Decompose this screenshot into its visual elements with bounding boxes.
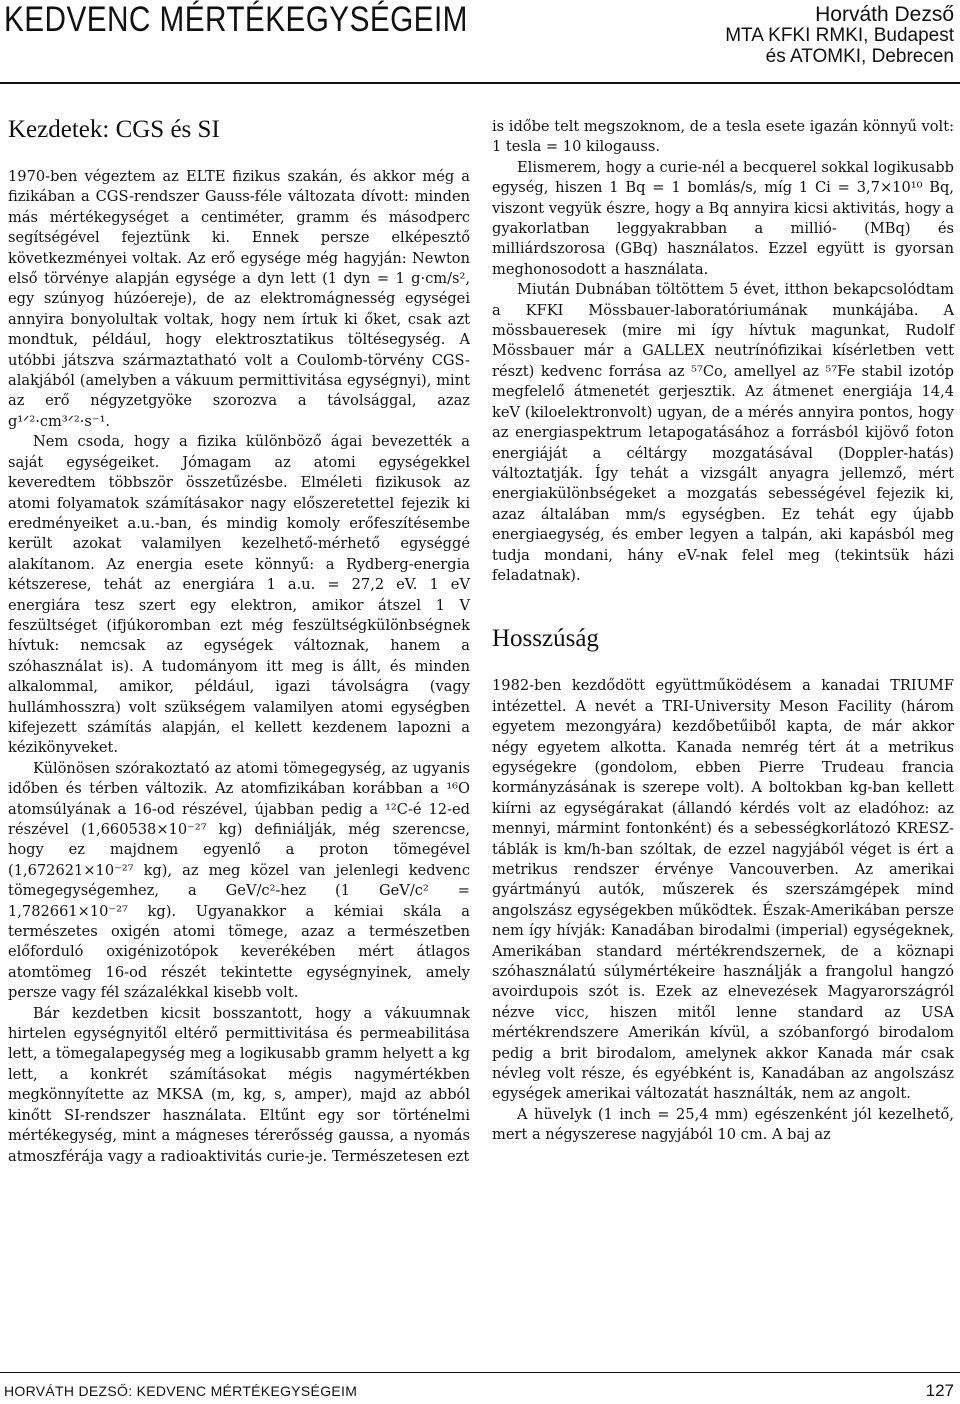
author-affiliation-2: és ATOMKI, Debrecen — [765, 46, 954, 67]
paragraph: Bár kezdetben kicsit bosszantott, hogy a vákuumnak hirtelen egységnyitől eltérő permittivitása és permeabilitása lett, a tömegalapegység meg a logikusabb gramm helyett a kg lett, a konkrét számításokat mégis nagymértékben megkönnyítette az MKSA (m, kg, s, amper), majd az abból kinőtt SI-rendszer használata. Eltűnt egy sor történelmi mértékegység, mint a mágneses térerősség gaussa, a nyomás atmoszférája vagy a radioaktivitás curie-je. Természetesen ezt — [8, 1004, 470, 1165]
left-column — [8, 110, 470, 1167]
paragraph: Különösen szórakoztató az atomi tömegegység, az ugyanis időben és térben változik. Az atomfizikában korábban a ¹⁶O atomsúlyának a 16-od részével, újabban pedig a ¹²C-é 12-ed részével (1,660538×10⁻²⁷ kg) definiálják, még szerencse, hogy ez majdnem egyenlő a proton tömegével (1,672621×10⁻²⁷ kg), az meg közel van jelenlegi kedvenc tömegegységemhez, a GeV/c²-hez (1 GeV/c² = 1,782661×10⁻²⁷ kg). Ugyanakkor a kémiai skála a természetes oxigén atomi tömege, azaz a természetben előforduló oxigénizotópok keverékében mért átlagos atomtömeg 16-od részét tekintette egységnyinek, amely persze vagy fél százalékkal kisebb volt. — [8, 759, 470, 1002]
footer-rule — [0, 1372, 960, 1373]
paragraph: Elismerem, hogy a curie-nél a becquerel sokkal logikusabb egység, hiszen 1 Bq = 1 bomlás/s, míg 1 Ci = 3,7×10¹⁰ Bq, viszont vegyük észre, hogy a Bq annyira kicsi aktivitás, hogy a gyakorlatban leggyakrabban a millió- (MBq) és milliárdszorosa (GBq) használatos. Ezzel együtt is gyorsan meghonosodott a használata. — [492, 158, 954, 278]
paragraph: 1982-ben kezdődött együttműködésem a kanadai TRIUMF intézettel. A nevét a TRI-University Meson Facility (három egyetem mezongyára) kezdőbetűiből kapta, de már akkor négy egyetem alkotta. Kanada nemrég tért át a metrikus egységekre (gondolom, ebben Pierre Trudeau francia kormányzásának is szerepe volt). A boltokban kg-ban kellett kiírni az egységárakat (állandó kérdés volt az eladóhoz: az mennyi, mármint fontonként) és a sebességkorlátozó KRESZ-táblák is km/h-ban szóltak, de ezzel nagyjából véget is ért a metrikus rendszer érvénye Vancouverben. Az amerikai gyártmányú autók, műszerek és szerszámgépek mind angolszász egységekben működtek. Észak-Amerikában persze nem így hívják: Kanadában birodalmi (imperial) egységeknek, Amerikában standard mértékrendszernek, de a köznapi szóhasználatú súlymértékeire használják a frangolul hangzó avoirdupois szót is. Ezek az elnevezések Magyarországról nézve vicc, hiszen mitől lenne standard az USA mértékrendszere Amerikán kívül, a szóbanforgó birodalom pedig a brit birodalom, amelynek akkor Kanada már csak névleg volt része, és egyébként is, Kanadában az angolszász egységek amerikai változatát használták, nem az angolt. — [492, 677, 954, 1103]
author-block — [725, 4, 954, 67]
paragraph: Nem csoda, hogy a fizika különböző ágai bevezették a saját egységeiket. Jómagam az atomi egységekkel keveredtem többször összetűzésbe. Elméleti fizikusok az atomi folyamatok számításakor nagy előszeretettel fejezik ki eredményeiket a.u.-ban, és mindig komoly erőfeszítésembe került azokat valamilyen kezelhető-mérhető egységgé alakítanom. Az energia esete könnyű: a Rydberg-energia kétszerese, tehát az energiára 1 a.u. = 27,2 eV. 1 eV energiára tesz szert egy elektron, amikor átszel 1 V feszültséget (ifjúkoromban ezt még feszültségkülönbségnek hívtuk: nemcsak az egységek változnak, hanem a szóhasználat is). A tudományom itt meg is állt, és minden alkalommal, amikor, például, igazi távolságra (vagy hullámhosszra) volt szükségem valamilyen atomi egységben kifejezett számítás alapján, el kellett kezdenem lapozni a kézikönyveket. — [8, 433, 470, 757]
article-title: KEDVENC MÉRTÉKEGYSÉGEIM — [4, 0, 468, 39]
page-number: 127 — [925, 1381, 954, 1400]
running-title: HORVÁTH DEZSŐ: KEDVENC MÉRTÉKEGYSÉGEIM — [4, 1383, 358, 1399]
section-heading-kezdetek: Kezdetek: CGS és SI — [8, 116, 220, 143]
author-name: Horváth Dezső — [815, 3, 954, 26]
paragraph: Miután Dubnában töltöttem 5 évet, itthon bekapcsolódtam a KFKI Mössbauer-laboratóriumának munkájába. A mössbaueresek (mire mi így hívtuk magunkat, Rudolf Mössbauer már a GALLEX neutrínófizikai kísérletben vett részt) kedvenc forrása az ⁵⁷Co, amellyel az ⁵⁷Fe stabil izotóp megfelelő átmenetét gerjesztik. Az átmenet energiája 14,4 keV (kiloelektronvolt) ugyan, de a mérés annyira pontos, hogy az energiaspektrum letapogatásához a forrásból kijövő foton energiáját a céltárgy mozgatásával (Doppler-hatás) változtatják. Így tehát a vizsgált anyagra jellemző, mért energiakülönbségeket a mozgatás sebességével fejezik ki, azaz általában mm/s egységben. Ez tehát egy újabb energiaegység, és ember legyen a talpán, aki kapásból meg tudja mondani, hány eV-nak felel meg (tekintsük házi feladatnak). — [492, 281, 954, 584]
right-column — [492, 117, 954, 1146]
paragraph: A hüvelyk (1 inch = 25,4 mm) egészenként jól kezelhető, mert a négyszerese nagyjából 10 cm. A baj az — [492, 1105, 954, 1144]
author-affiliation-1: MTA KFKI RMKI, Budapest — [725, 25, 954, 46]
paragraph: is időbe telt megszoknom, de a tesla esete igazán könnyű volt: 1 tesla = 10 kilogauss. — [492, 118, 954, 156]
header-rule — [0, 82, 960, 84]
paragraph: 1970-ben végeztem az ELTE fizikus szakán, és akkor még a fizikában a CGS-rendszer Gauss-féle változata dívott: minden más mértékegységet a centiméter, gramm és másodperc segítségével fejeztünk ki. Ennek persze elképesztő következményei voltak. Az erő egysége még hagyján: Newton első törvénye alapján egysége a dyn lett (1 dyn = 1 g·cm/s², egy szúnyog húzóereje), de az elektromágnesség egységei annyira bonyolultak voltak, hogy nem írtuk ki őket, csak azt mondtuk, például, hogy elektrosztatikus töltésegység. A utóbbi játszva származtatható volt a Coulomb-törvény CGS-alakjából (amelyben a vákuum permittivitása egységnyi), mint az erő négyzetgyöke szorozva a távolsággal, azaz g¹ᐟ²·cm³ᐟ²·s⁻¹. — [8, 168, 470, 430]
section-heading-hosszusag: Hosszúság — [492, 625, 599, 653]
